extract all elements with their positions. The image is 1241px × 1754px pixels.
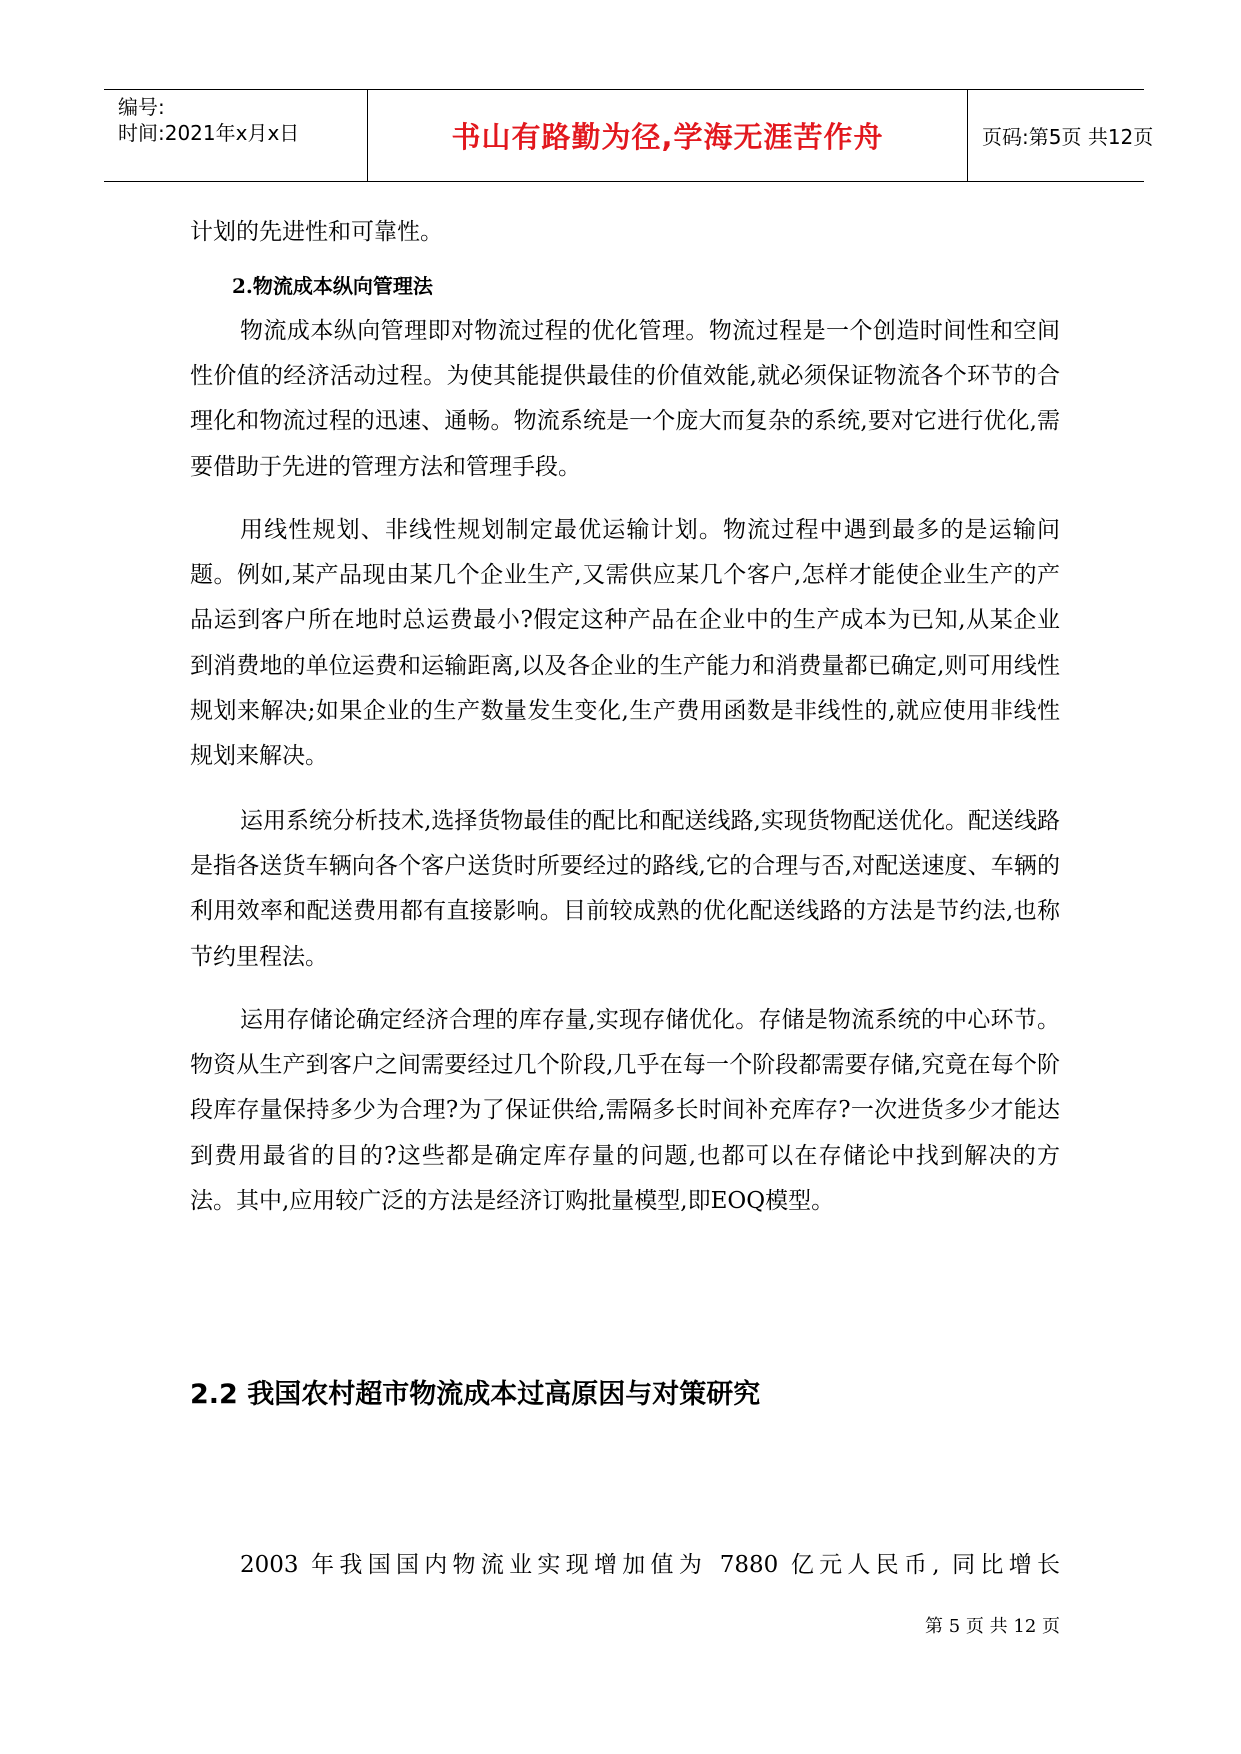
paragraph-linear-programming: 用线性规划、非线性规划制定最优运输计划。物流过程中遇到最多的是运输问题。例如,某产品现由某几个企业生产,又需供应某几个客户,怎样才能使企业生产的产品运到客户所在地时总运费最小?假定这种产品在企业中的生产成本为已知,从某企业到消费地的单位运费和运输距离,以及各企业的生产能力和消费量都已确定,则可用线性规划来解决;如果企业的生产数量发生变化,生产费用函数是非线性的,就应使用非线性规划来解决。: [190, 517, 1060, 770]
paragraph-logistics-growth: 2003 年我国国内物流业实现增加值为 7880 亿元人民币, 同比增长: [240, 1552, 1060, 1578]
header-page-label: 页码:第5页 共12页: [982, 125, 1154, 149]
header-info-cell: [104, 90, 368, 181]
paragraph-continuation: 计划的先进性和可靠性。: [190, 219, 443, 245]
paragraph-distribution-route: 运用系统分析技术,选择货物最佳的配比和配送线路,实现货物配送优化。配送线路是指各送货车辆向各个客户送货时所要经过的路线,它的合理与否,对配送速度、车辆的利用效率和配送费用都有直接影响。目前较成熟的优化配送线路的方法是节约法,也称节约里程法。: [190, 808, 1060, 970]
document-time-label: 时间:2021年x月x日: [118, 121, 300, 145]
header-motto: 书山有路勤为径,学海无涯苦作舟: [451, 120, 884, 154]
header-motto-cell: [368, 90, 968, 181]
page-footer: 第 5 页 共 12 页: [925, 1616, 1060, 1637]
page-header: [104, 89, 1154, 182]
header-page-cell: [968, 90, 1154, 181]
paragraph-vertical-management: 物流成本纵向管理即对物流过程的优化管理。物流过程是一个创造时间性和空间性价值的经济活动过程。为使其能提供最佳的价值效能,就必须保证物流各个环节的合理化和物流过程的迅速、通畅。物流系统是一个庞大而复杂的系统,要对它进行优化,需要借助于先进的管理方法和管理手段。: [190, 318, 1060, 480]
section-heading: 2.2 我国农村超市物流成本过高原因与对策研究: [190, 1379, 761, 1410]
subheading: 2.物流成本纵向管理法: [232, 274, 433, 298]
paragraph-storage-theory: 运用存储论确定经济合理的库存量,实现存储优化。存储是物流系统的中心环节。物资从生产到客户之间需要经过几个阶段,几乎在每一个阶段都需要存储,究竟在每个阶段库存量保持多少为合理?为了保证供给,需隔多长时间补充库存?一次进货多少才能达到费用最省的目的?这些都是确定库存量的问题,也都可以在存储论中找到解决的方法。其中,应用较广泛的方法是经济订购批量模型,即EOQ模型。: [190, 1007, 1060, 1214]
document-number-label: 编号:: [118, 95, 165, 119]
